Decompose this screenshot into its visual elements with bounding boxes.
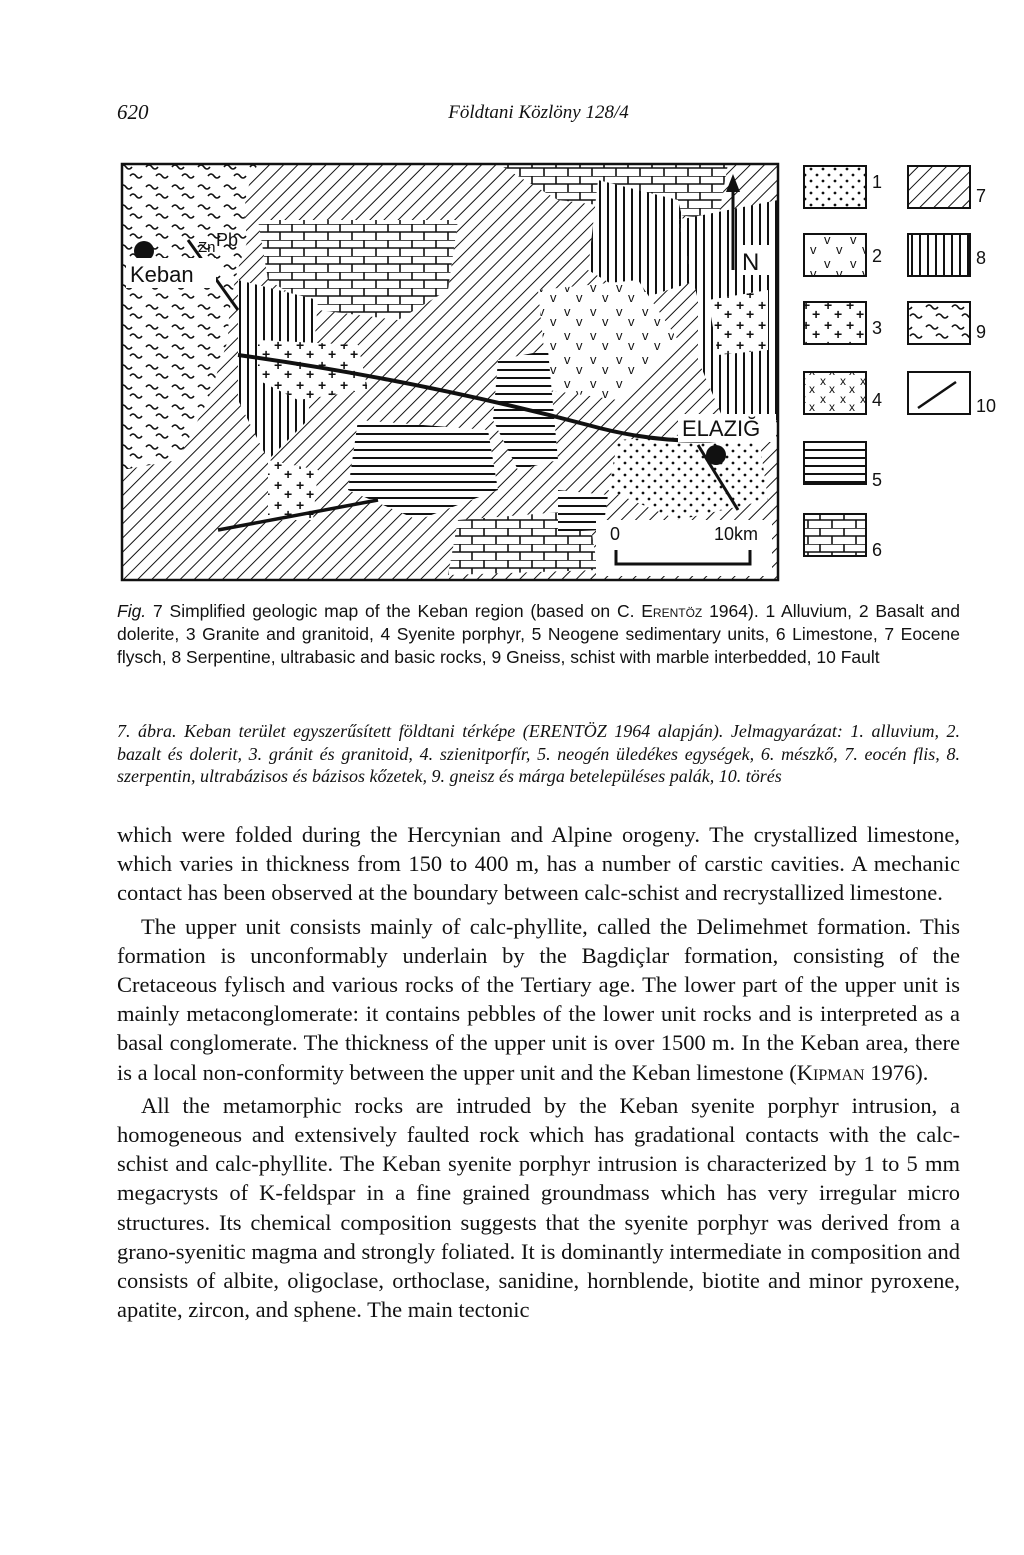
scale-zero-label: 0 [610,524,621,544]
caption-author: Erentöz [641,601,703,621]
geologic-map-figure [118,160,998,590]
north-label: N [742,249,760,276]
legend-num-6: 6 [872,540,883,560]
legend-swatch-granite [804,302,866,344]
figure-caption-hungarian: 7. ábra. Keban terület egyszerűsített földtani térképe (ERENTÖZ 1964 alapján). Jelmagyarázat: 1. alluvium, 2. bazalt és dolerit, 3. gránit és granitoid, 4. szienitporfír, 5. neogén üledékes egységek, 6. mészkő, 7. eocén flis, 8. szerpentin, ultrabázisos és bázisos kőzetek, 9. gneisz és márga betelepüléses palák, 10. törés [117,721,960,786]
legend-swatch-gneiss [908,302,970,344]
caption-text-a: 7 Simplified geologic map of the Keban region (based on C. [153,601,642,621]
body-paragraph-2-text-a: The upper unit consists mainly of calc-phyllite, called the Delimehmet formation. This formation is unconformably underlain by the Bagdiçlar formation, consisting of the Cretaceous fylisch and various rocks of the Tertiary age. The lower part of the upper unit is mainly metaconglomerate: it contains pebbles of the lower unit rocks and is interpreted as a basal conglomerate. The thickness of the upper unit is over 1500 m. In the Keban area, there is a local non-conformity between the upper unit and the Keban limestone ( [117,913,960,1085]
scale-ten-label: 10km [714,524,759,544]
elazig-location-marker [706,445,726,465]
legend-swatch-syenite [804,372,866,414]
legend-num-5: 5 [872,470,883,490]
page-header [117,100,960,130]
page-number: 620 [117,100,149,124]
legend-num-3: 3 [872,318,883,338]
zn-label: Zn [198,239,216,256]
legend-swatch-limestone [804,514,866,556]
keban-label: Keban [130,262,194,287]
legend-num-4: 4 [872,390,883,410]
caption-fig-label: Fig. [117,601,147,621]
legend-num-7: 7 [976,186,987,206]
body-paragraph-2-text-b: 1976). [864,1059,929,1085]
elazig-label: ELAZIĞ [682,416,761,441]
legend-num-2: 2 [872,246,883,266]
legend-swatch-flysch [908,166,970,208]
body-paragraph-1: which were folded during the Hercynian and Alpine orogeny. The crystallized limestone, which varies in thickness from 150 to 400 m, has a number of carstic cavities. A mechanic contact has been observed at the boundary between calc-schist and recrystallized limestone. [117,822,960,906]
body-paragraph-2 [117,912,960,1087]
pb-label: Pb [216,230,239,250]
map-legend [804,166,996,560]
legend-swatch-serpentine [908,234,970,276]
journal-title: Földtani Közlöny 128/4 [448,102,629,123]
legend-num-1: 1 [872,172,883,192]
body-paragraph-2-author: Kipman [796,1059,865,1085]
body-paragraph-3: All the metamorphic rocks are intruded by the Keban syenite porphyr intrusion, a homogeneous and extensively faulted rock which has gradational contacts with the calc-schist and calc-phyllite. The Keban syenite porphyr intrusion is characterized by 1 to 5 mm megacrysts of K-feldspar in a fine grained groundmass which has very irregular micro structures. Its chemical composition suggests that the syenite porphyr was derived from a grano-syenitic magma and strongly foliated. It is dominantly intermediate in composition and consists of albite, oligoclase, orthoclase, sanidine, hornblende, biotite and minor pyroxene, apatite, zircon, and sphene. The main tectonic [117,1092,960,1323]
legend-swatch-neogene [804,442,866,484]
map-area [122,164,778,580]
figure-caption-english [117,600,960,669]
legend-num-10: 10 [976,396,997,416]
map-granite-east [708,290,768,355]
legend-num-9: 9 [976,322,987,342]
legend-swatch-alluvium [804,166,866,208]
caption-text-b: 1964). 1 Alluvium, 2 Basalt and dolerite, 3 Granite and granitoid, 4 Syenite porphyr, 5 Neogene sedimentary units, 6 Limestone, 7 Eocene flysch, 8 Serpentine, ultrabasic and basic rocks, 9 Gneiss, schist with marble interbedded, 10 Fault [117,601,960,667]
body-text [117,820,960,1324]
legend-num-8: 8 [976,248,987,268]
legend-swatch-basalt [804,234,866,276]
